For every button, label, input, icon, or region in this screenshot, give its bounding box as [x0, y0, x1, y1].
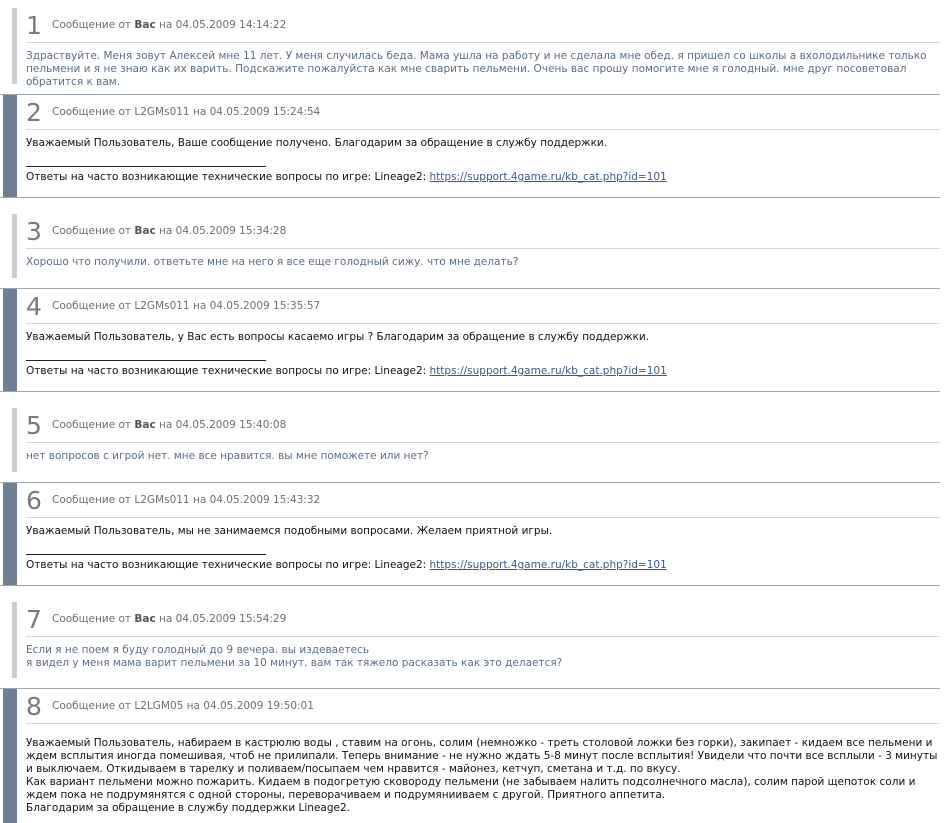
message-bar	[3, 689, 17, 823]
message-4	[0, 288, 940, 392]
message-number: 1	[26, 11, 42, 40]
message-bar	[3, 289, 17, 391]
message-bar	[12, 408, 17, 472]
message-meta: Сообщение от L2GMs011 на 04.05.2009 15:43:32	[52, 494, 321, 506]
message-meta: Сообщение от L2GMs011 на 04.05.2009 15:24:54	[52, 106, 321, 118]
message-meta: Сообщение от Вас на 04.05.2009 15:34:28	[52, 225, 287, 237]
faq-link[interactable]: https://support.4game.ru/kb_cat.php?id=101	[429, 559, 667, 571]
message-number: 3	[26, 217, 42, 246]
message-author: Вас	[134, 419, 156, 431]
message-2	[0, 94, 940, 198]
message-header	[26, 289, 940, 324]
message-body: Хорошо что получили. ответьте мне на него я все еще голодный сижу. что мне делать?	[26, 256, 519, 268]
message-meta: Сообщение от Вас на 04.05.2009 15:40:08	[52, 419, 287, 431]
message-meta: Сообщение от Вас на 04.05.2009 15:54:29	[52, 613, 287, 625]
faq-link[interactable]: https://support.4game.ru/kb_cat.php?id=101	[429, 171, 667, 183]
faq-line: Ответы на часто возникающие технические вопросы по игре: Lineage2: https://support.4game.ru/kb_cat.php?id=101	[26, 171, 667, 183]
message-body: нет вопросов с игрой нет. мне все нравится. вы мне поможете или нет?	[26, 450, 429, 462]
message-body: Уважаемый Пользователь, мы не занимаемся подобными вопросами. Желаем приятной игры. Ответы на часто возникающие технические вопросы по игре: Lineage2: https://support.4game.ru/kb_cat.php?id=101	[26, 525, 940, 572]
message-header	[26, 602, 940, 637]
message-author: L2GMs011	[134, 106, 190, 118]
message-author: Вас	[134, 613, 156, 625]
message-bar	[12, 602, 17, 678]
message-number: 7	[26, 605, 42, 634]
message-header	[26, 214, 940, 249]
message-meta: Сообщение от L2LGM05 на 04.05.2009 19:50:01	[52, 700, 314, 712]
message-number: 4	[26, 292, 42, 321]
message-3	[0, 214, 940, 278]
message-bar	[12, 214, 17, 278]
signature-divider	[26, 166, 266, 167]
message-header	[26, 408, 940, 443]
faq-link[interactable]: https://support.4game.ru/kb_cat.php?id=101	[429, 365, 667, 377]
message-bar	[12, 8, 17, 84]
message-7	[0, 602, 940, 678]
message-author: Вас	[134, 225, 156, 237]
faq-line: Ответы на часто возникающие технические вопросы по игре: Lineage2: https://support.4game.ru/kb_cat.php?id=101	[26, 365, 667, 377]
message-meta: Сообщение от L2GMs011 на 04.05.2009 15:35:57	[52, 300, 321, 312]
message-bar	[3, 483, 17, 585]
message-number: 5	[26, 411, 42, 440]
signature-divider	[26, 554, 266, 555]
message-1	[0, 8, 940, 88]
message-header	[26, 8, 940, 43]
message-8	[0, 688, 940, 823]
message-author: L2GMs011	[134, 494, 190, 506]
message-body: Уважаемый Пользователь, набираем в кастрюлю воды , ставим на огонь, солим (немножко - треть столовой ложки без горки), закипает - кидаем все пельмени и ждем всплытия иногда помешивая, чтоб не прилипали. Теперь внимание - не нужно ждать 5-8 минут после всплытия! Увидели что почти все всплыли - 3 минуты и выключаем. Откидываем в тарелку и поливаем/посыпаем чем нравится - майонез, кетчуп, сметана и т.д. по вкусу. Как вариант пельмени можно пожарить. Кидаем в подогретую сковороду пельмени (не забываем налить подсолнечного масла), солим парой щепоток соли и ждем пока не подрумянятся с одной стороны, переворачиваем и подрумянииваем с другой. Приятного аппетита. Благодарим за обращение в службу поддержки Lineage2.	[26, 737, 938, 814]
message-number: 6	[26, 486, 42, 515]
message-header	[26, 95, 940, 130]
message-body: Если я не поем я буду голодный до 9 вечера. вы издеваетесь я видел у меня мама варит пельмени за 10 минут. вам так тяжело расказать как это делается?	[26, 644, 563, 669]
message-meta: Сообщение от Вас на 04.05.2009 14:14:22	[52, 19, 287, 31]
message-bar	[3, 95, 17, 197]
message-body: Уважаемый Пользователь, у Вас есть вопросы касаемо игры ? Благодарим за обращение в службу поддержки. Ответы на часто возникающие технические вопросы по игре: Lineage2: https://support.4game.ru/kb_cat.php?id=101	[26, 331, 940, 378]
message-6	[0, 482, 940, 586]
message-body: Уважаемый Пользователь, Ваше сообщение получено. Благодарим за обращение в службу поддержки. Ответы на часто возникающие технические вопросы по игре: Lineage2: https://support.4game.ru/kb_cat.php?id=101	[26, 137, 940, 184]
message-author: L2GMs011	[134, 300, 190, 312]
message-number: 2	[26, 98, 42, 127]
faq-line: Ответы на часто возникающие технические вопросы по игре: Lineage2: https://support.4game.ru/kb_cat.php?id=101	[26, 559, 667, 571]
message-author: L2LGM05	[134, 700, 184, 712]
message-author: Вас	[134, 19, 156, 31]
message-header	[26, 483, 940, 518]
signature-divider	[26, 360, 266, 361]
message-body: Здраствуйте. Меня зовут Алексей мне 11 лет. У меня случилась беда. Мама ушла на работу и не сделала мне обед. я пришел со школы а вхолодильнике только пельмени и я не знаю как их варить. Подскажите пожалуйста как мне сварить пельмени. Очень вас прошу помогите мне я голодный. мне друг посоветовал обратится к вам.	[26, 50, 927, 88]
message-header	[26, 689, 940, 724]
message-number: 8	[26, 692, 42, 721]
message-5	[0, 408, 940, 472]
